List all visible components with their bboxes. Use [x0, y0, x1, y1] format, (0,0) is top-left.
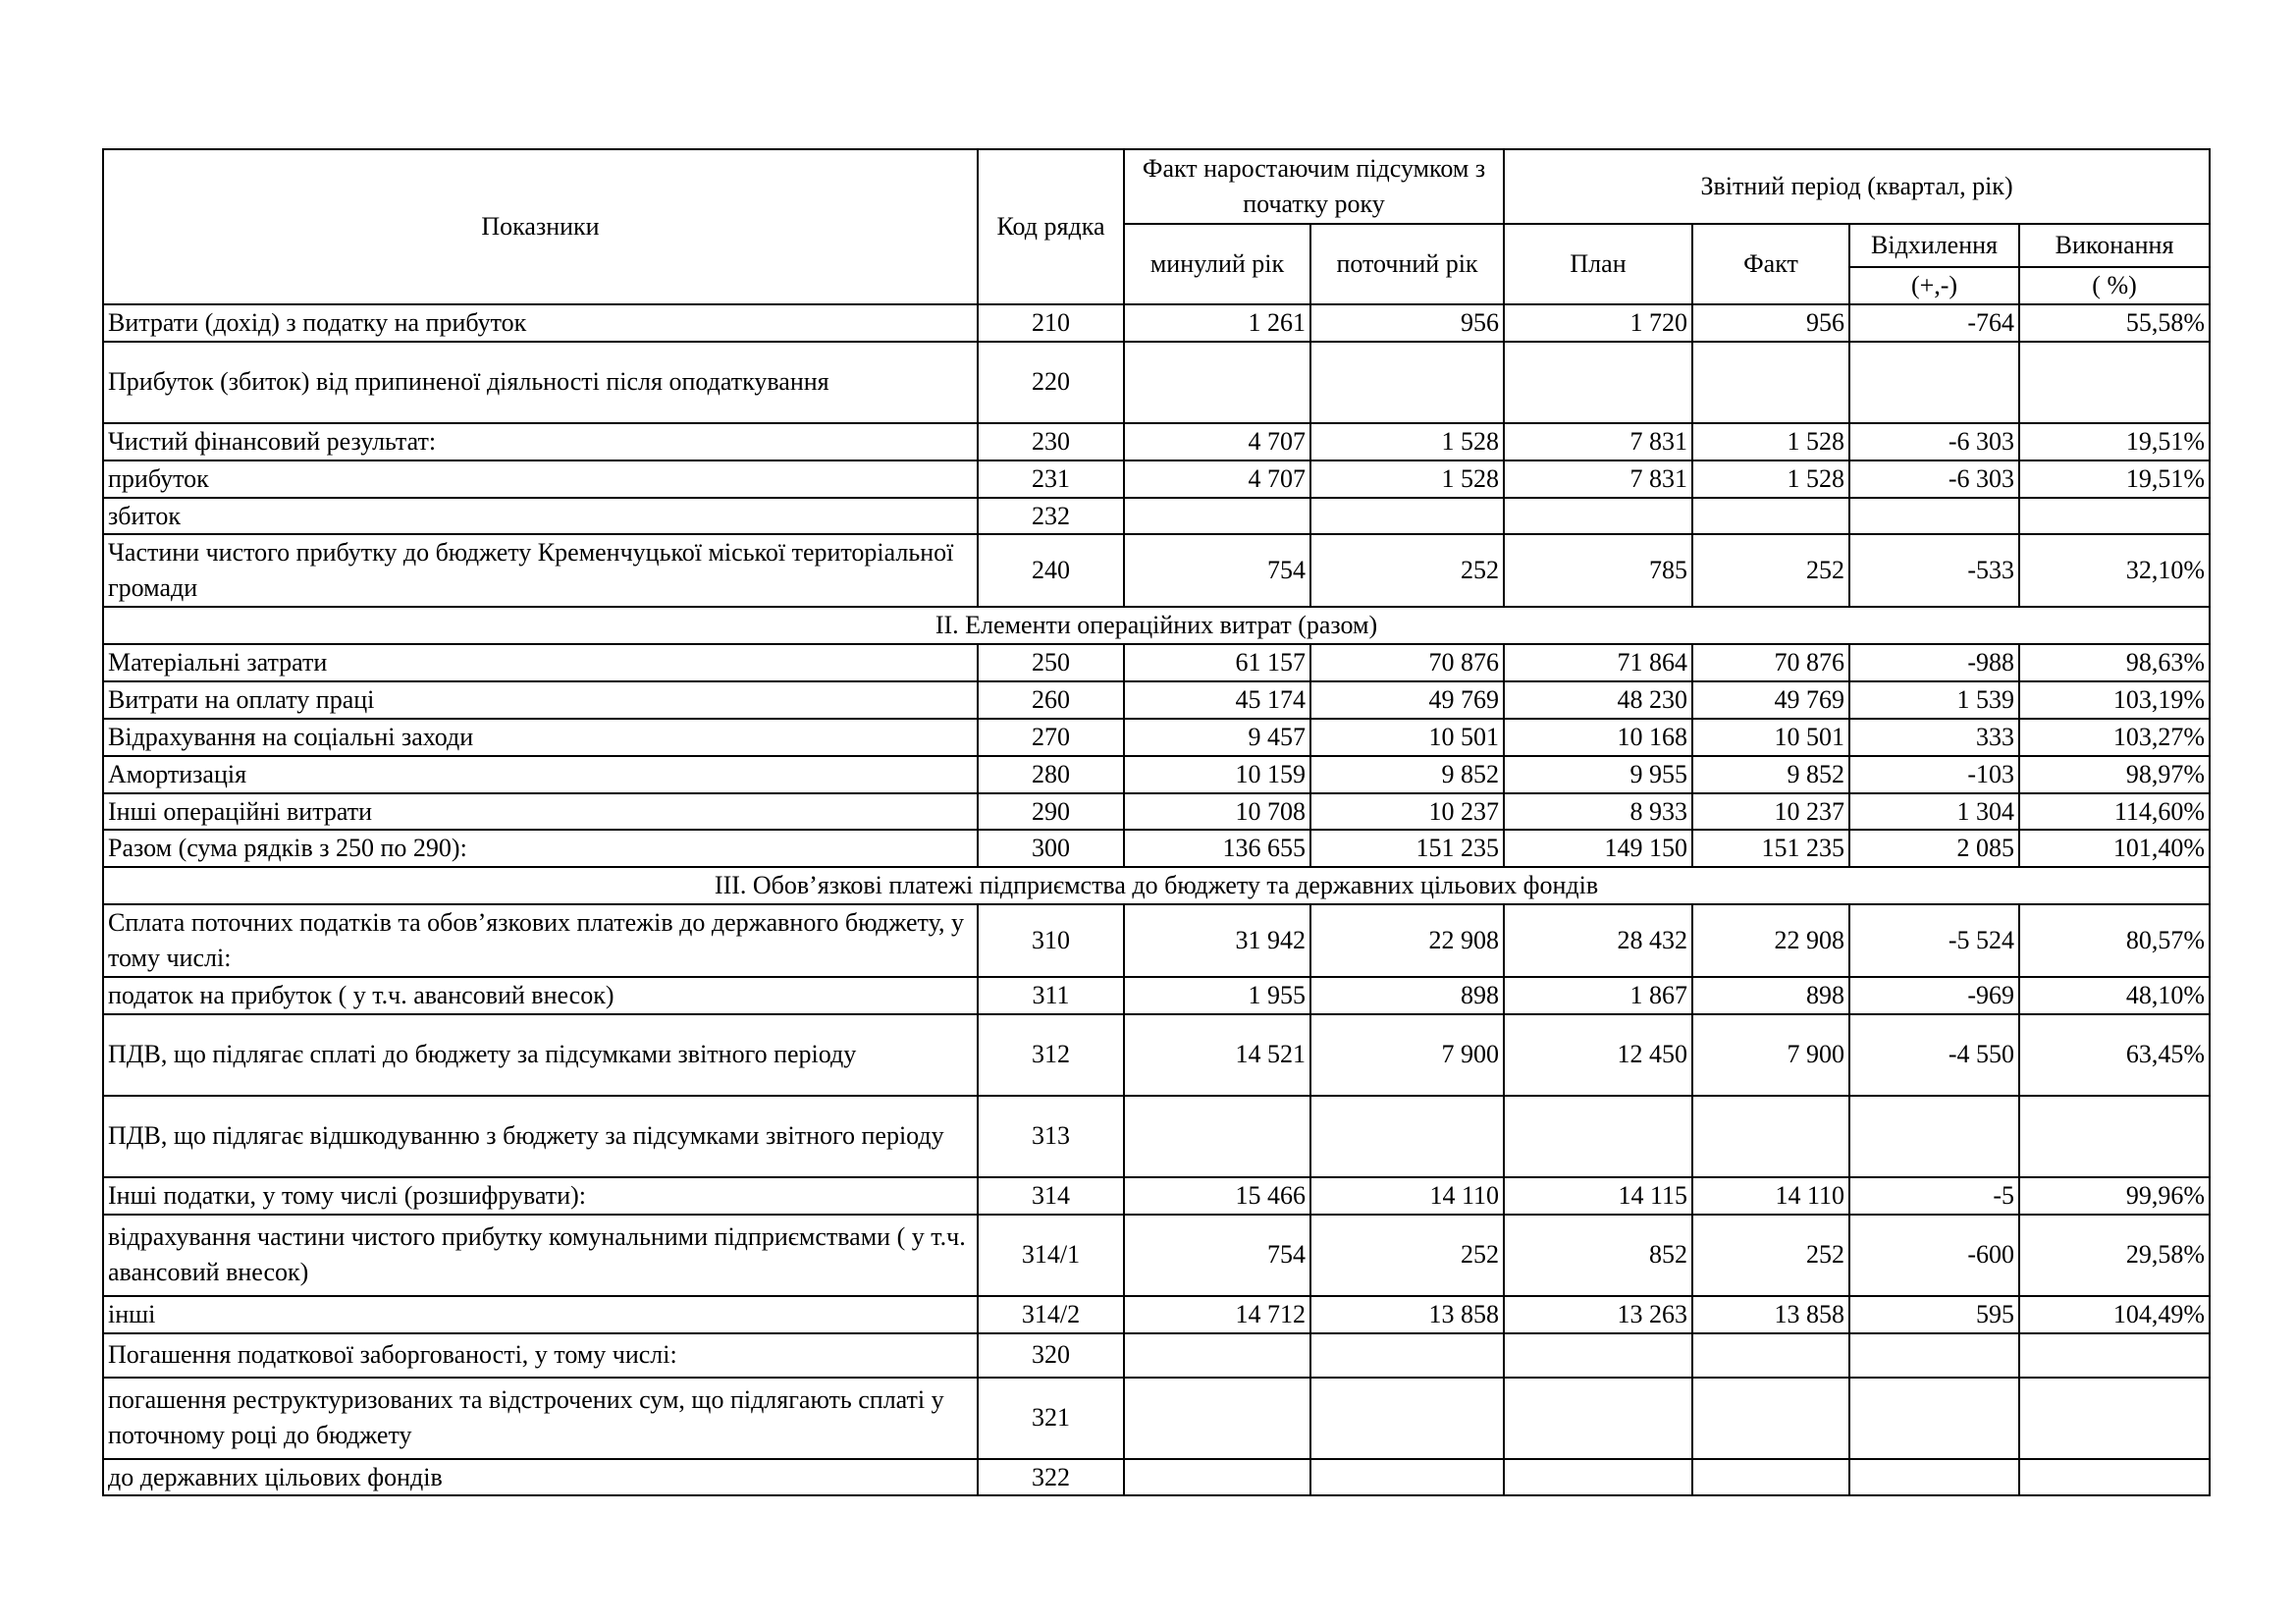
- table-row: [103, 1177, 2210, 1215]
- indicator-name: Амортизація: [103, 756, 978, 793]
- indicator-name: ПДВ, що підлягає відшкодуванню з бюджету за підсумками звітного періоду: [103, 1096, 978, 1177]
- execution-cell: [2019, 498, 2210, 535]
- prev-year-cell: [1124, 1333, 1310, 1378]
- table-header: [103, 149, 2210, 304]
- table-body: [103, 304, 2210, 1496]
- table-row: [103, 534, 2210, 607]
- execution-cell: 32,10%: [2019, 534, 2210, 607]
- fact-cell: [1692, 342, 1849, 423]
- curr-year-cell: 70 876: [1310, 644, 1504, 681]
- execution-cell: 80,57%: [2019, 904, 2210, 977]
- indicator-name: прибуток: [103, 460, 978, 498]
- row-code: 280: [978, 756, 1124, 793]
- deviation-cell: -988: [1849, 644, 2019, 681]
- row-code: 314: [978, 1177, 1124, 1215]
- header-fact: Факт: [1692, 224, 1849, 304]
- indicator-name: податок на прибуток ( у т.ч. авансовий внесок): [103, 977, 978, 1014]
- table-row: [103, 1296, 2210, 1333]
- indicator-name: відрахування частини чистого прибутку комунальними підприємствами ( у т.ч. авансовий внесок): [103, 1215, 978, 1296]
- table-row: [103, 304, 2210, 342]
- fact-cell: [1692, 1333, 1849, 1378]
- fact-cell: [1692, 498, 1849, 535]
- execution-cell: 98,63%: [2019, 644, 2210, 681]
- plan-cell: 7 831: [1504, 460, 1692, 498]
- deviation-cell: [1849, 1459, 2019, 1496]
- execution-cell: 104,49%: [2019, 1296, 2210, 1333]
- fact-cell: [1692, 1096, 1849, 1177]
- row-code: 313: [978, 1096, 1124, 1177]
- deviation-cell: -4 550: [1849, 1014, 2019, 1096]
- curr-year-cell: 10 237: [1310, 793, 1504, 831]
- indicator-name: Частини чистого прибутку до бюджету Кременчуцької міської територіальної громади: [103, 534, 978, 607]
- execution-cell: 48,10%: [2019, 977, 2210, 1014]
- section-header-row: [103, 867, 2210, 904]
- row-code: 230: [978, 423, 1124, 460]
- row-code: 260: [978, 681, 1124, 719]
- table-row: [103, 1378, 2210, 1459]
- execution-cell: 19,51%: [2019, 423, 2210, 460]
- indicator-name: Відрахування на соціальні заходи: [103, 719, 978, 756]
- header-reporting-period: Звітний період (квартал, рік): [1504, 149, 2210, 224]
- deviation-cell: -600: [1849, 1215, 2019, 1296]
- fact-cell: 252: [1692, 1215, 1849, 1296]
- header-row-code: Код рядка: [978, 149, 1124, 304]
- deviation-cell: -5 524: [1849, 904, 2019, 977]
- section-header-row: [103, 607, 2210, 644]
- prev-year-cell: [1124, 498, 1310, 535]
- deviation-cell: -533: [1849, 534, 2019, 607]
- execution-cell: [2019, 1459, 2210, 1496]
- deviation-cell: 595: [1849, 1296, 2019, 1333]
- fact-cell: 956: [1692, 304, 1849, 342]
- deviation-cell: -5: [1849, 1177, 2019, 1215]
- indicator-name: ПДВ, що підлягає сплаті до бюджету за підсумками звітного періоду: [103, 1014, 978, 1096]
- table-row: [103, 793, 2210, 831]
- fact-cell: 252: [1692, 534, 1849, 607]
- header-execution: Виконання: [2019, 224, 2210, 267]
- prev-year-cell: 15 466: [1124, 1177, 1310, 1215]
- financial-report-table: [102, 148, 2211, 1496]
- table-row: [103, 423, 2210, 460]
- curr-year-cell: 1 528: [1310, 460, 1504, 498]
- prev-year-cell: [1124, 342, 1310, 423]
- section-title: ІІ. Елементи операційних витрат (разом): [103, 607, 2210, 644]
- deviation-cell: [1849, 1333, 2019, 1378]
- deviation-cell: 333: [1849, 719, 2019, 756]
- curr-year-cell: 13 858: [1310, 1296, 1504, 1333]
- table-row: [103, 1096, 2210, 1177]
- indicator-name: Інші податки, у тому числі (розшифрувати):: [103, 1177, 978, 1215]
- row-code: 300: [978, 830, 1124, 867]
- curr-year-cell: [1310, 498, 1504, 535]
- plan-cell: 9 955: [1504, 756, 1692, 793]
- fact-cell: 14 110: [1692, 1177, 1849, 1215]
- prev-year-cell: [1124, 1459, 1310, 1496]
- table-row: [103, 1459, 2210, 1496]
- fact-cell: 9 852: [1692, 756, 1849, 793]
- row-code: 314/1: [978, 1215, 1124, 1296]
- deviation-cell: -103: [1849, 756, 2019, 793]
- indicator-name: Погашення податкової заборгованості, у тому числі:: [103, 1333, 978, 1378]
- deviation-cell: [1849, 1096, 2019, 1177]
- deviation-cell: -6 303: [1849, 423, 2019, 460]
- curr-year-cell: 9 852: [1310, 756, 1504, 793]
- table-row: [103, 460, 2210, 498]
- execution-cell: 63,45%: [2019, 1014, 2210, 1096]
- curr-year-cell: [1310, 1333, 1504, 1378]
- plan-cell: [1504, 1459, 1692, 1496]
- fact-cell: 13 858: [1692, 1296, 1849, 1333]
- deviation-cell: [1849, 1378, 2019, 1459]
- curr-year-cell: 252: [1310, 1215, 1504, 1296]
- deviation-cell: 1 304: [1849, 793, 2019, 831]
- execution-cell: 98,97%: [2019, 756, 2210, 793]
- curr-year-cell: [1310, 1378, 1504, 1459]
- plan-cell: [1504, 342, 1692, 423]
- fact-cell: 1 528: [1692, 460, 1849, 498]
- curr-year-cell: 49 769: [1310, 681, 1504, 719]
- row-code: 311: [978, 977, 1124, 1014]
- indicator-name: інші: [103, 1296, 978, 1333]
- execution-cell: 103,19%: [2019, 681, 2210, 719]
- plan-cell: 48 230: [1504, 681, 1692, 719]
- row-code: 312: [978, 1014, 1124, 1096]
- plan-cell: 12 450: [1504, 1014, 1692, 1096]
- row-code: 210: [978, 304, 1124, 342]
- prev-year-cell: 1 955: [1124, 977, 1310, 1014]
- fact-cell: [1692, 1378, 1849, 1459]
- deviation-cell: -764: [1849, 304, 2019, 342]
- table-row: [103, 904, 2210, 977]
- plan-cell: [1504, 1378, 1692, 1459]
- prev-year-cell: [1124, 1378, 1310, 1459]
- row-code: 322: [978, 1459, 1124, 1496]
- indicator-name: Сплата поточних податків та обов’язкових платежів до державного бюджету, у тому числі:: [103, 904, 978, 977]
- table-row: [103, 681, 2210, 719]
- curr-year-cell: 898: [1310, 977, 1504, 1014]
- plan-cell: 1 867: [1504, 977, 1692, 1014]
- header-execution-unit: ( %): [2019, 267, 2210, 304]
- execution-cell: [2019, 342, 2210, 423]
- prev-year-cell: 4 707: [1124, 460, 1310, 498]
- curr-year-cell: 10 501: [1310, 719, 1504, 756]
- indicator-name: Чистий фінансовий результат:: [103, 423, 978, 460]
- prev-year-cell: [1124, 1096, 1310, 1177]
- plan-cell: 7 831: [1504, 423, 1692, 460]
- table-row: [103, 1215, 2210, 1296]
- fact-cell: 22 908: [1692, 904, 1849, 977]
- fact-cell: 70 876: [1692, 644, 1849, 681]
- curr-year-cell: 252: [1310, 534, 1504, 607]
- row-code: 321: [978, 1378, 1124, 1459]
- header-indicators: Показники: [103, 149, 978, 304]
- table-row: [103, 1014, 2210, 1096]
- fact-cell: 10 501: [1692, 719, 1849, 756]
- execution-cell: 99,96%: [2019, 1177, 2210, 1215]
- deviation-cell: [1849, 498, 2019, 535]
- prev-year-cell: 10 159: [1124, 756, 1310, 793]
- curr-year-cell: 14 110: [1310, 1177, 1504, 1215]
- indicator-name: Витрати на оплату праці: [103, 681, 978, 719]
- row-code: 232: [978, 498, 1124, 535]
- table-row: [103, 644, 2210, 681]
- deviation-cell: 1 539: [1849, 681, 2019, 719]
- table-row: [103, 1333, 2210, 1378]
- deviation-cell: -969: [1849, 977, 2019, 1014]
- prev-year-cell: 754: [1124, 534, 1310, 607]
- prev-year-cell: 61 157: [1124, 644, 1310, 681]
- prev-year-cell: 10 708: [1124, 793, 1310, 831]
- plan-cell: 71 864: [1504, 644, 1692, 681]
- curr-year-cell: 22 908: [1310, 904, 1504, 977]
- plan-cell: 149 150: [1504, 830, 1692, 867]
- execution-cell: 19,51%: [2019, 460, 2210, 498]
- prev-year-cell: 754: [1124, 1215, 1310, 1296]
- row-code: 231: [978, 460, 1124, 498]
- curr-year-cell: [1310, 1459, 1504, 1496]
- curr-year-cell: [1310, 342, 1504, 423]
- execution-cell: 101,40%: [2019, 830, 2210, 867]
- prev-year-cell: 9 457: [1124, 719, 1310, 756]
- row-code: 240: [978, 534, 1124, 607]
- fact-cell: [1692, 1459, 1849, 1496]
- prev-year-cell: 1 261: [1124, 304, 1310, 342]
- plan-cell: 13 263: [1504, 1296, 1692, 1333]
- row-code: 314/2: [978, 1296, 1124, 1333]
- section-title: ІІІ. Обов’язкові платежі підприємства до бюджету та державних цільових фондів: [103, 867, 2210, 904]
- indicator-name: Прибуток (збиток) від припиненої діяльності після оподаткування: [103, 342, 978, 423]
- plan-cell: 28 432: [1504, 904, 1692, 977]
- plan-cell: 10 168: [1504, 719, 1692, 756]
- plan-cell: [1504, 1096, 1692, 1177]
- deviation-cell: [1849, 342, 2019, 423]
- header-curr-year: поточний рік: [1310, 224, 1504, 304]
- curr-year-cell: 1 528: [1310, 423, 1504, 460]
- plan-cell: 14 115: [1504, 1177, 1692, 1215]
- curr-year-cell: 7 900: [1310, 1014, 1504, 1096]
- header-deviation: Відхилення: [1849, 224, 2019, 267]
- curr-year-cell: [1310, 1096, 1504, 1177]
- table-row: [103, 977, 2210, 1014]
- row-code: 250: [978, 644, 1124, 681]
- row-code: 290: [978, 793, 1124, 831]
- indicator-name: Матеріальні затрати: [103, 644, 978, 681]
- curr-year-cell: 151 235: [1310, 830, 1504, 867]
- fact-cell: 151 235: [1692, 830, 1849, 867]
- plan-cell: 785: [1504, 534, 1692, 607]
- indicator-name: Витрати (дохід) з податку на прибуток: [103, 304, 978, 342]
- prev-year-cell: 45 174: [1124, 681, 1310, 719]
- prev-year-cell: 136 655: [1124, 830, 1310, 867]
- execution-cell: 103,27%: [2019, 719, 2210, 756]
- prev-year-cell: 31 942: [1124, 904, 1310, 977]
- fact-cell: 1 528: [1692, 423, 1849, 460]
- deviation-cell: -6 303: [1849, 460, 2019, 498]
- indicator-name: до державних цільових фондів: [103, 1459, 978, 1496]
- plan-cell: 852: [1504, 1215, 1692, 1296]
- curr-year-cell: 956: [1310, 304, 1504, 342]
- execution-cell: [2019, 1378, 2210, 1459]
- execution-cell: 29,58%: [2019, 1215, 2210, 1296]
- row-code: 310: [978, 904, 1124, 977]
- header-deviation-unit: (+,-): [1849, 267, 2019, 304]
- indicator-name: збиток: [103, 498, 978, 535]
- row-code: 320: [978, 1333, 1124, 1378]
- execution-cell: [2019, 1096, 2210, 1177]
- deviation-cell: 2 085: [1849, 830, 2019, 867]
- fact-cell: 49 769: [1692, 681, 1849, 719]
- header-plan: План: [1504, 224, 1692, 304]
- plan-cell: [1504, 498, 1692, 535]
- header-cumulative: Факт наростаючим підсумком з початку року: [1124, 149, 1504, 224]
- prev-year-cell: 14 712: [1124, 1296, 1310, 1333]
- indicator-name: Інші операційні витрати: [103, 793, 978, 831]
- prev-year-cell: 4 707: [1124, 423, 1310, 460]
- row-code: 270: [978, 719, 1124, 756]
- plan-cell: 1 720: [1504, 304, 1692, 342]
- table-row: [103, 498, 2210, 535]
- plan-cell: [1504, 1333, 1692, 1378]
- fact-cell: 10 237: [1692, 793, 1849, 831]
- indicator-name: Разом (сума рядків з 250 по 290):: [103, 830, 978, 867]
- execution-cell: [2019, 1333, 2210, 1378]
- execution-cell: 55,58%: [2019, 304, 2210, 342]
- header-prev-year: минулий рік: [1124, 224, 1310, 304]
- prev-year-cell: 14 521: [1124, 1014, 1310, 1096]
- plan-cell: 8 933: [1504, 793, 1692, 831]
- row-code: 220: [978, 342, 1124, 423]
- table-row: [103, 830, 2210, 867]
- indicator-name: погашення реструктуризованих та відстрочених сум, що підлягають сплаті у поточному році до бюджету: [103, 1378, 978, 1459]
- fact-cell: 7 900: [1692, 1014, 1849, 1096]
- table-row: [103, 342, 2210, 423]
- fact-cell: 898: [1692, 977, 1849, 1014]
- table-row: [103, 756, 2210, 793]
- execution-cell: 114,60%: [2019, 793, 2210, 831]
- table-row: [103, 719, 2210, 756]
